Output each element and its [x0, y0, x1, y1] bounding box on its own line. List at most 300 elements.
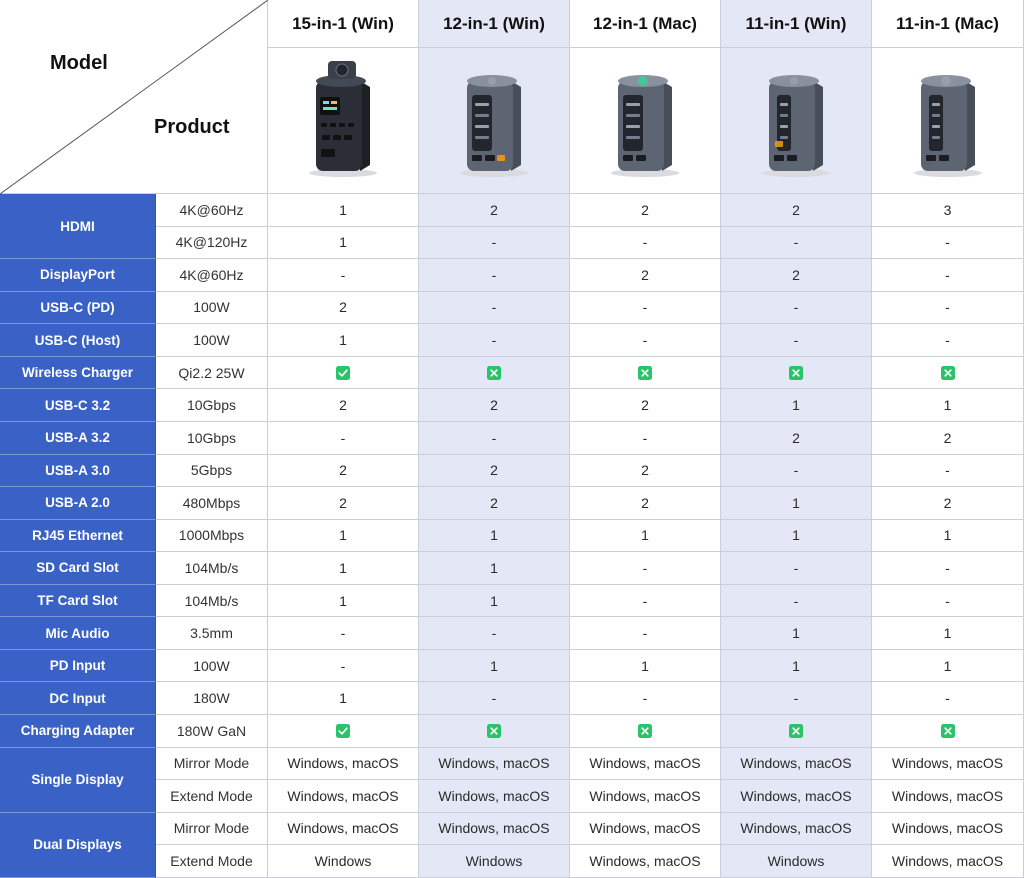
table-cell — [419, 324, 570, 357]
cell-value: - — [491, 299, 497, 316]
feature-category-cell — [0, 617, 156, 650]
table-cell — [872, 748, 1024, 781]
table-cell — [570, 715, 721, 748]
cell-value: 1 — [943, 397, 952, 414]
cell-value: 2 — [339, 462, 347, 479]
feature-category: DisplayPort — [39, 267, 116, 283]
table-cell — [872, 617, 1024, 650]
model-header-cell — [419, 0, 570, 48]
cell-value: 1 — [339, 690, 347, 707]
cell-value: - — [491, 234, 497, 251]
cell-value: - — [793, 234, 799, 251]
table-cell — [721, 715, 872, 748]
feature-category: SD Card Slot — [36, 560, 119, 576]
cell-value: 1 — [490, 657, 498, 674]
table-cell — [268, 357, 419, 390]
table-cell — [872, 520, 1024, 553]
cell-value: 1 — [943, 657, 952, 674]
cell-value: Windows, macOS — [589, 820, 701, 837]
table-cell — [872, 292, 1024, 325]
table-cell — [872, 227, 1024, 260]
cell-value: - — [945, 266, 950, 283]
cross-icon — [789, 366, 803, 380]
feature-category-cell — [0, 682, 156, 715]
table-cell — [268, 585, 419, 618]
table-cell — [268, 520, 419, 553]
table-cell — [268, 682, 419, 715]
table-cell — [721, 845, 872, 878]
feature-category-cell — [0, 259, 156, 292]
spec-cell — [156, 487, 268, 520]
table-cell — [419, 780, 570, 813]
cell-value: 2 — [943, 429, 952, 446]
cell-value: 1 — [641, 657, 649, 674]
table-cell — [570, 259, 721, 292]
cell-value: - — [642, 625, 648, 642]
cross-icon — [638, 366, 652, 380]
spec-label: 104Mb/s — [184, 559, 239, 576]
cell-value: - — [642, 592, 648, 609]
spec-label: 104Mb/s — [184, 592, 239, 609]
cell-value: - — [491, 625, 497, 642]
spec-label: 180W GaN — [176, 722, 247, 739]
table-cell — [268, 487, 419, 520]
spec-cell — [156, 389, 268, 422]
cell-value: 2 — [490, 201, 498, 218]
cell-value: 1 — [641, 527, 649, 544]
table-cell — [872, 357, 1024, 390]
product-image — [288, 61, 398, 181]
table-cell — [419, 845, 570, 878]
table-cell — [721, 617, 872, 650]
cell-value: Windows, macOS — [891, 755, 1004, 772]
table-cell — [721, 292, 872, 325]
model-header-cell — [570, 0, 721, 48]
cell-value: 1 — [792, 494, 800, 511]
cell-value: 1 — [943, 625, 952, 642]
table-cell — [268, 617, 419, 650]
cell-value: 1 — [339, 559, 347, 576]
cell-value: 2 — [792, 201, 800, 218]
table-cell — [268, 780, 419, 813]
feature-category-cell — [0, 650, 156, 683]
cell-value: 2 — [641, 266, 649, 283]
cell-value: 2 — [641, 201, 649, 218]
cell-value: - — [945, 234, 950, 251]
spec-label: 10Gbps — [186, 397, 237, 414]
cell-value: 1 — [792, 657, 800, 674]
table-cell — [419, 748, 570, 781]
table-cell — [570, 780, 721, 813]
table-cell — [872, 487, 1024, 520]
cell-value: - — [642, 559, 648, 576]
spec-label: Mirror Mode — [173, 755, 250, 772]
table-cell — [268, 552, 419, 585]
feature-category-cell — [0, 422, 156, 455]
model-name: 11-in-1 (Mac) — [896, 13, 999, 33]
feature-category: TF Card Slot — [37, 593, 118, 609]
table-cell — [570, 194, 721, 227]
feature-category-cell — [0, 715, 156, 748]
cell-value: 2 — [339, 299, 347, 316]
table-cell — [570, 292, 721, 325]
table-cell — [872, 389, 1024, 422]
check-icon — [336, 724, 350, 738]
model-header-cell — [721, 0, 872, 48]
table-cell — [268, 292, 419, 325]
table-cell — [570, 389, 721, 422]
cell-value: - — [945, 592, 950, 609]
table-corner-header — [0, 0, 268, 194]
corner-product-label: Product — [154, 116, 230, 138]
model-name: 11-in-1 (Win) — [745, 13, 847, 33]
model-name: 12-in-1 (Win) — [443, 13, 545, 33]
feature-category: Single Display — [31, 772, 124, 788]
cell-value: 1 — [943, 527, 952, 544]
cell-value: 2 — [490, 397, 498, 414]
table-cell — [268, 455, 419, 488]
table-cell — [570, 617, 721, 650]
cell-value: Windows, macOS — [589, 853, 701, 870]
table-cell — [872, 455, 1024, 488]
feature-category: DC Input — [49, 690, 106, 706]
feature-category-cell — [0, 357, 156, 390]
table-cell — [419, 813, 570, 846]
table-cell — [419, 682, 570, 715]
cell-value: Windows, macOS — [891, 820, 1004, 837]
cell-value: 2 — [490, 462, 498, 479]
feature-category-cell — [0, 455, 156, 488]
table-cell — [570, 422, 721, 455]
cell-value: - — [642, 299, 648, 316]
table-cell — [721, 259, 872, 292]
table-cell — [419, 715, 570, 748]
table-cell — [419, 520, 570, 553]
table-cell — [419, 552, 570, 585]
table-cell — [419, 487, 570, 520]
cell-value: Windows, macOS — [287, 820, 399, 837]
table-cell — [721, 780, 872, 813]
table-cell — [872, 194, 1024, 227]
table-cell — [721, 227, 872, 260]
cell-value: Windows — [767, 853, 825, 870]
spec-cell — [156, 650, 268, 683]
cell-value: Windows — [314, 853, 372, 870]
spec-cell — [156, 715, 268, 748]
table-cell — [268, 194, 419, 227]
cross-icon — [941, 366, 955, 380]
table-cell — [872, 324, 1024, 357]
spec-cell — [156, 455, 268, 488]
table-cell — [268, 324, 419, 357]
table-cell — [419, 389, 570, 422]
cell-value: - — [642, 234, 648, 251]
cell-value: Windows, macOS — [287, 755, 399, 772]
table-cell — [721, 487, 872, 520]
spec-label: Extend Mode — [170, 787, 253, 804]
spec-cell — [156, 585, 268, 618]
table-cell — [721, 194, 872, 227]
feature-category-cell — [0, 292, 156, 325]
table-cell — [872, 845, 1024, 878]
table-cell — [570, 520, 721, 553]
feature-category-cell — [0, 520, 156, 553]
feature-category: USB-A 2.0 — [45, 495, 110, 511]
table-cell — [570, 845, 721, 878]
cell-value: - — [642, 332, 648, 349]
table-cell — [419, 585, 570, 618]
feature-category-cell — [0, 585, 156, 618]
cross-icon — [487, 366, 501, 380]
cell-value: Windows — [465, 853, 523, 870]
spec-label: 5Gbps — [190, 462, 233, 479]
feature-category: USB-C (PD) — [40, 299, 115, 315]
model-header-cell — [268, 0, 419, 48]
table-cell — [721, 455, 872, 488]
cell-value: 2 — [792, 429, 800, 446]
feature-category: USB-A 3.0 — [45, 462, 110, 478]
spec-cell — [156, 617, 268, 650]
table-cell — [872, 780, 1024, 813]
cell-value: - — [340, 657, 346, 674]
cell-value: - — [945, 299, 950, 316]
table-cell — [268, 650, 419, 683]
spec-label: 4K@120Hz — [175, 234, 248, 251]
cell-value: - — [793, 559, 799, 576]
corner-diagonal-line — [0, 0, 268, 194]
table-cell — [419, 617, 570, 650]
table-cell — [419, 227, 570, 260]
product-image-cell — [268, 48, 419, 194]
feature-category-cell — [0, 813, 156, 878]
feature-category-cell — [0, 194, 156, 259]
product-image-cell — [721, 48, 872, 194]
cell-value: 1 — [490, 592, 498, 609]
cell-value: 1 — [792, 527, 800, 544]
cell-value: - — [491, 690, 497, 707]
spec-cell — [156, 748, 268, 781]
cell-value: 3 — [943, 201, 952, 218]
cell-value: 2 — [641, 462, 649, 479]
model-name: 12-in-1 (Mac) — [593, 13, 697, 33]
table-cell — [268, 748, 419, 781]
spec-cell — [156, 780, 268, 813]
cross-icon — [941, 724, 955, 738]
table-cell — [419, 422, 570, 455]
table-cell — [268, 813, 419, 846]
cell-value: - — [491, 429, 497, 446]
product-image-cell — [872, 48, 1024, 194]
table-cell — [872, 422, 1024, 455]
cell-value: - — [945, 332, 950, 349]
cell-value: Windows, macOS — [740, 820, 852, 837]
feature-category: Dual Displays — [33, 837, 122, 853]
spec-cell — [156, 422, 268, 455]
table-cell — [268, 259, 419, 292]
spec-label: Qi2.2 25W — [178, 364, 245, 381]
table-cell — [570, 487, 721, 520]
cell-value: 2 — [792, 266, 800, 283]
cell-value: Windows, macOS — [589, 755, 701, 772]
cell-value: 1 — [339, 201, 347, 218]
cell-value: Windows, macOS — [438, 820, 550, 837]
cell-value: - — [642, 429, 648, 446]
cell-value: 1 — [339, 527, 347, 544]
table-cell — [570, 748, 721, 781]
table-cell — [721, 357, 872, 390]
table-cell — [721, 682, 872, 715]
table-cell — [872, 585, 1024, 618]
cell-value: 2 — [490, 494, 498, 511]
table-cell — [872, 552, 1024, 585]
cell-value: Windows, macOS — [740, 787, 852, 804]
spec-label: 1000Mbps — [178, 527, 245, 544]
cell-value: - — [642, 690, 648, 707]
table-cell — [570, 552, 721, 585]
product-image-cell — [570, 48, 721, 194]
table-cell — [419, 650, 570, 683]
cell-value: - — [945, 559, 950, 576]
table-cell — [721, 552, 872, 585]
spec-label: 3.5mm — [190, 625, 233, 642]
table-cell — [570, 324, 721, 357]
spec-label: 4K@60Hz — [179, 266, 244, 283]
cell-value: Windows, macOS — [740, 755, 852, 772]
table-cell — [419, 357, 570, 390]
spec-cell — [156, 813, 268, 846]
spec-cell — [156, 357, 268, 390]
table-cell — [721, 324, 872, 357]
feature-category-cell — [0, 487, 156, 520]
cell-value: 1 — [792, 625, 800, 642]
cell-value: - — [945, 690, 950, 707]
table-cell — [721, 748, 872, 781]
spec-label: 4K@60Hz — [179, 201, 244, 218]
table-cell — [872, 682, 1024, 715]
feature-category-cell — [0, 552, 156, 585]
model-name: 15-in-1 (Win) — [292, 13, 394, 33]
spec-cell — [156, 520, 268, 553]
model-header-cell — [872, 0, 1024, 48]
cell-value: Windows, macOS — [438, 787, 550, 804]
product-image — [590, 61, 700, 181]
cell-value: Windows, macOS — [589, 787, 701, 804]
cell-value: - — [340, 625, 346, 642]
feature-category: Mic Audio — [45, 625, 110, 641]
table-cell — [721, 650, 872, 683]
spec-cell — [156, 845, 268, 878]
table-cell — [872, 650, 1024, 683]
table-cell — [570, 682, 721, 715]
cell-value: Windows, macOS — [438, 755, 550, 772]
product-image — [741, 61, 851, 181]
table-cell — [570, 455, 721, 488]
check-icon — [336, 366, 350, 380]
feature-category: HDMI — [60, 218, 95, 234]
table-cell — [419, 455, 570, 488]
cell-value: - — [491, 332, 497, 349]
table-cell — [570, 585, 721, 618]
spec-cell — [156, 324, 268, 357]
product-image — [439, 61, 549, 181]
feature-category: Wireless Charger — [22, 365, 133, 381]
cell-value: - — [793, 462, 799, 479]
cell-value: 1 — [490, 527, 498, 544]
spec-cell — [156, 227, 268, 260]
cell-value: 1 — [490, 559, 498, 576]
table-cell — [268, 715, 419, 748]
product-image — [893, 61, 1003, 181]
feature-category-cell — [0, 748, 156, 813]
cell-value: - — [945, 462, 950, 479]
spec-cell — [156, 552, 268, 585]
spec-cell — [156, 682, 268, 715]
cell-value: - — [793, 592, 799, 609]
table-cell — [268, 389, 419, 422]
feature-category-cell — [0, 389, 156, 422]
table-cell — [872, 813, 1024, 846]
table-cell — [872, 259, 1024, 292]
cross-icon — [487, 724, 501, 738]
spec-label: 100W — [193, 657, 230, 674]
product-image-cell — [419, 48, 570, 194]
spec-label: Mirror Mode — [173, 820, 250, 837]
table-cell — [570, 357, 721, 390]
spec-label: Extend Mode — [170, 853, 253, 870]
cell-value: Windows, macOS — [891, 853, 1004, 870]
table-cell — [419, 194, 570, 227]
table-cell — [419, 292, 570, 325]
table-cell — [419, 259, 570, 292]
corner-model-label: Model — [50, 52, 108, 74]
table-cell — [570, 650, 721, 683]
cell-value: Windows, macOS — [287, 787, 399, 804]
spec-label: 480Mbps — [182, 494, 241, 511]
cell-value: 2 — [339, 494, 347, 511]
feature-category: RJ45 Ethernet — [32, 527, 123, 543]
table-cell — [570, 227, 721, 260]
cell-value: 2 — [641, 494, 649, 511]
cell-value: - — [793, 690, 799, 707]
table-cell — [721, 422, 872, 455]
table-cell — [872, 715, 1024, 748]
feature-category: USB-A 3.2 — [45, 430, 110, 446]
cell-value: 2 — [339, 397, 347, 414]
cell-value: 1 — [339, 234, 347, 251]
spec-cell — [156, 194, 268, 227]
spec-cell — [156, 292, 268, 325]
cell-value: 2 — [641, 397, 649, 414]
spec-label: 180W — [193, 690, 230, 707]
cross-icon — [789, 724, 803, 738]
spec-label: 100W — [193, 299, 230, 316]
table-cell — [268, 227, 419, 260]
cell-value: 1 — [339, 332, 347, 349]
cell-value: - — [491, 266, 497, 283]
feature-category: Charging Adapter — [20, 723, 135, 739]
table-cell — [721, 520, 872, 553]
cell-value: - — [793, 332, 799, 349]
table-cell — [721, 813, 872, 846]
feature-category: USB-C 3.2 — [44, 397, 111, 413]
table-cell — [721, 585, 872, 618]
spec-label: 100W — [193, 332, 230, 349]
feature-category-cell — [0, 324, 156, 357]
cell-value: - — [340, 266, 346, 283]
cell-value: 2 — [943, 494, 952, 511]
table-cell — [268, 422, 419, 455]
table-cell — [570, 813, 721, 846]
